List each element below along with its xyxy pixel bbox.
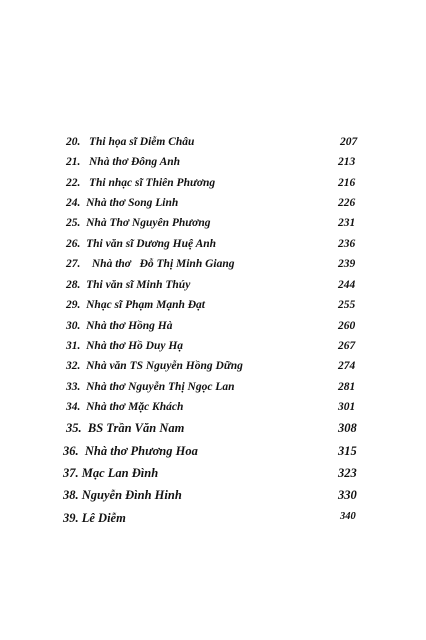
toc-entry-page-number: 340 bbox=[340, 511, 356, 522]
toc-entry-title: 29. Nhạc sĩ Phạm Mạnh Đạt bbox=[66, 299, 205, 311]
toc-entry-title: 38. Nguyễn Đình Hinh bbox=[63, 488, 182, 502]
toc-entry-page-number: 216 bbox=[338, 177, 356, 189]
toc-entry-title: 32. Nhà văn TS Nguyễn Hồng Dững bbox=[66, 360, 243, 372]
toc-entry-title: 35. BS Trần Văn Nam bbox=[66, 421, 185, 435]
toc-entry-title: 36. Nhà thơ Phương Hoa bbox=[63, 444, 198, 458]
toc-entry-page-number: 207 bbox=[340, 136, 358, 148]
toc-entry-title: 22. Thi nhạc sĩ Thiên Phương bbox=[66, 177, 216, 189]
toc-entry-page-number: 260 bbox=[338, 320, 356, 332]
toc-entry-page-number: 236 bbox=[338, 238, 356, 250]
toc-entry-title: 37. Mạc Lan Đình bbox=[63, 466, 159, 480]
toc-entry-title: 21. Nhà thơ Đông Anh bbox=[66, 156, 181, 168]
toc-entry-page-number: 231 bbox=[338, 217, 356, 229]
toc-entry-page-number: 301 bbox=[338, 401, 356, 413]
toc-entry-title: 26. Thi văn sĩ Dương Huệ Anh bbox=[66, 238, 217, 250]
toc-entry-page-number: 308 bbox=[338, 421, 357, 435]
toc-entry-page-number: 239 bbox=[338, 258, 356, 270]
toc-entry-title: 31. Nhà thơ Hồ Duy Hạ bbox=[66, 340, 184, 352]
toc-entry-title: 27. Nhà thơ Đỗ Thị Minh Giang bbox=[66, 258, 235, 270]
toc-entry-page-number: 213 bbox=[338, 156, 356, 168]
toc-entry-page-number: 226 bbox=[338, 197, 356, 209]
toc-entry-title: 25. Nhà Thơ Nguyên Phương bbox=[66, 217, 211, 229]
toc-entry-title: 24. Nhà thơ Song Linh bbox=[66, 197, 179, 209]
toc-entry-title: 20. Thi họa sĩ Diễm Châu bbox=[66, 136, 195, 148]
toc-entry-page-number: 330 bbox=[338, 488, 357, 502]
toc-entry-page-number: 255 bbox=[338, 299, 356, 311]
toc-entry-page-number: 323 bbox=[338, 466, 357, 480]
toc-entry-title: 30. Nhà thơ Hồng Hà bbox=[66, 320, 173, 332]
toc-entry-title: 39. Lê Diễm bbox=[63, 511, 126, 525]
toc-entry-title: 33. Nhà thơ Nguyễn Thị Ngọc Lan bbox=[66, 381, 235, 393]
toc-entry-page-number: 281 bbox=[338, 381, 356, 393]
toc-entry-page-number: 315 bbox=[338, 444, 357, 458]
toc-entry-page-number: 274 bbox=[338, 360, 356, 372]
toc-entry-title: 34. Nhà thơ Mặc Khách bbox=[66, 401, 184, 413]
toc-entry-page-number: 244 bbox=[338, 279, 356, 291]
toc-entry-page-number: 267 bbox=[338, 340, 356, 352]
toc-entry-title: 28. Thi văn sĩ Minh Thúy bbox=[66, 279, 191, 291]
